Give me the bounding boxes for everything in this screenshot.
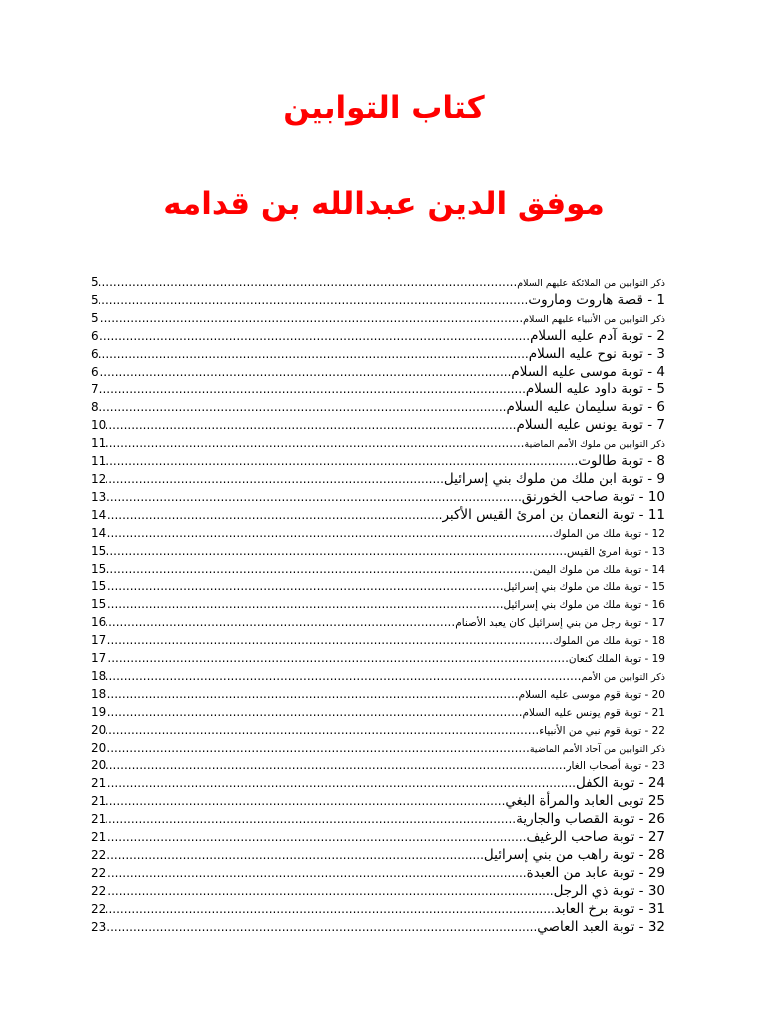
toc-entry[interactable]: [91, 507, 665, 525]
toc-leader-dots: [99, 274, 518, 292]
toc-leader-dots: [106, 686, 518, 704]
toc-entry-label: 28 - توبة راهب من بني إسرائيل: [483, 847, 665, 863]
author-name: موفق الدين عبدالله بن قدامه: [163, 186, 605, 222]
toc-page-number: 22: [91, 848, 107, 862]
toc-entry-label: 17 - توبة رجل من بني إسرائيل كان يعبد الأصنام: [455, 617, 665, 630]
toc-page-number: 6: [91, 328, 99, 343]
toc-entry-label: 10 - توبة صاحب الخورنق: [521, 488, 665, 505]
toc-entry-label: 21 - توبة قوم يونس عليه السلام: [522, 706, 665, 719]
toc-entry-label: 4 - توبة موسى عليه السلام: [511, 363, 665, 380]
toc-entry-label: 14 - توبة ملك من ملوك اليمن: [532, 563, 665, 576]
toc-page-number: 17: [91, 633, 107, 648]
toc-leader-dots: [106, 507, 442, 525]
toc-entry-label: 6 - توبة سليمان عليه السلام: [506, 399, 665, 416]
toc-entry-label: ذكر التوابين من الأنبياء عليهم السلام: [523, 313, 665, 325]
toc-leader-dots: [106, 793, 505, 811]
toc-page-number: 15: [91, 543, 107, 558]
toc-leader-dots: [106, 883, 553, 901]
toc-page-number: 22: [91, 901, 107, 916]
toc-entry-label: 26 - توبة القصاب والجارية: [516, 811, 665, 828]
toc-entry-label: 30 - توبة ذي الرجل: [553, 882, 665, 899]
toc-entry[interactable]: [91, 489, 665, 507]
toc-leader-dots: [106, 811, 516, 829]
toc-leader-dots: [106, 865, 526, 883]
toc-page-number: 23: [91, 919, 107, 934]
book-title: كتاب التوابين: [283, 90, 485, 126]
toc-page-number: 10: [91, 418, 107, 433]
toc-entry[interactable]: [91, 757, 665, 775]
toc-entry-label: 19 - توبة الملك كنعان: [568, 653, 665, 666]
toc-entry-label: 13 - توبة امرئ القيس: [567, 545, 665, 558]
toc-entry[interactable]: [91, 829, 665, 847]
toc-leader-dots: [106, 775, 576, 793]
toc-entry-label: 11 - توبة النعمان بن امرئ القيس الأكبر: [442, 506, 665, 523]
toc-leader-dots: [106, 829, 526, 847]
toc-entry[interactable]: [91, 901, 665, 919]
toc-entry[interactable]: [91, 847, 665, 865]
toc-entry[interactable]: [91, 740, 665, 758]
toc-entry-label: ذكر التوابين من الملائكة عليهم السلام: [517, 278, 665, 289]
toc-page-number: 22: [91, 883, 107, 898]
toc-leader-dots: [106, 578, 503, 596]
toc-leader-dots: [106, 632, 553, 650]
toc-entry-label: ذكر التوابين من الأمم: [581, 671, 665, 683]
toc-entry[interactable]: [91, 614, 665, 632]
toc-entry-label: 24 - توبة الكفل: [575, 775, 665, 792]
toc-page-number: 19: [91, 704, 107, 719]
toc-page-number: 20: [91, 740, 107, 755]
toc-page-number: 21: [91, 812, 107, 827]
toc-entry[interactable]: [91, 328, 665, 346]
toc-page-number: 22: [91, 865, 107, 880]
toc-page-number: 15: [91, 597, 107, 612]
toc-entry[interactable]: [91, 775, 665, 793]
toc-entry-label: 16 - توبة ملك من ملوك بني إسرائيل: [503, 599, 665, 612]
toc-page-number: 15: [91, 579, 107, 594]
toc-entry[interactable]: [91, 471, 665, 489]
toc-page-number: 21: [91, 794, 107, 809]
toc-entry-label: 12 - توبة ملك من الملوك: [552, 527, 665, 540]
toc-entry-label: 18 - توبة ملك من الملوك: [552, 635, 665, 648]
toc-page-number: 5: [91, 292, 99, 307]
toc-entry-label: 27 - توبة صاحب الرغيف: [526, 829, 665, 846]
toc-page-number: 16: [91, 615, 107, 630]
toc-leader-dots: [99, 292, 529, 310]
toc-entry-label: 29 - توبة عابد من العبدة: [526, 864, 665, 881]
toc-page-number: 7: [91, 382, 99, 397]
toc-leader-dots: [106, 471, 444, 489]
toc-entry[interactable]: [91, 292, 665, 310]
toc-leader-dots: [99, 381, 526, 399]
toc-entry[interactable]: [91, 310, 665, 328]
toc-entry-label: 32 - توبة العبد العاصي: [537, 918, 665, 935]
toc-leader-dots: [106, 847, 484, 865]
toc-page-number: 18: [91, 686, 107, 701]
toc-leader-dots: [99, 364, 512, 382]
toc-leader-dots: [106, 757, 566, 775]
toc-entry[interactable]: [91, 543, 665, 561]
toc-entry-label: 2 - توبة آدم عليه السلام: [530, 327, 665, 344]
toc-page-number: 6: [91, 346, 99, 361]
toc-leader-dots: [106, 435, 524, 453]
toc-entry[interactable]: [91, 865, 665, 883]
toc-page-number: 6: [91, 364, 99, 379]
toc-entry[interactable]: [91, 668, 665, 686]
toc-entry-label: 8 - توبة طالوت: [578, 453, 665, 470]
toc-leader-dots: [99, 310, 524, 328]
table-of-contents: [91, 274, 665, 937]
toc-page-number: 20: [91, 722, 107, 737]
toc-entry-label: 31 - توبة برخ العابد: [554, 900, 665, 917]
toc-entry-label: 15 - توبة ملك من ملوك بني إسرائيل: [503, 581, 665, 594]
toc-entry-label: 22 - توبة قوم نبي من الأنبياء: [539, 724, 665, 737]
toc-entry[interactable]: [91, 381, 665, 399]
toc-entry[interactable]: [91, 704, 665, 722]
toc-page-number: 8: [91, 400, 99, 415]
toc-page-number: 18: [91, 668, 107, 683]
toc-leader-dots: [106, 901, 555, 919]
toc-page-number: 5: [91, 275, 99, 289]
toc-entry-label: 23 - توبة أصحاب الغار: [566, 760, 665, 773]
toc-leader-dots: [106, 668, 581, 686]
toc-entry-label: 1 - قصة هاروت وماروت: [528, 291, 665, 308]
toc-page-number: 12: [91, 471, 107, 486]
toc-entry[interactable]: [91, 435, 665, 453]
toc-entry-label: 9 - توبة ابن ملك من ملوك بني إسرائيل: [443, 470, 665, 487]
toc-page-number: 15: [91, 561, 107, 576]
toc-entry[interactable]: [91, 399, 665, 417]
toc-entry[interactable]: [91, 883, 665, 901]
toc-entry-label: 3 - توبة نوح عليه السلام: [528, 345, 665, 362]
toc-entry[interactable]: [91, 364, 665, 382]
toc-page-number: 14: [91, 507, 107, 522]
toc-entry[interactable]: [91, 346, 665, 364]
toc-entry[interactable]: [91, 793, 665, 811]
toc-entry[interactable]: [91, 596, 665, 614]
toc-entry[interactable]: [91, 722, 665, 740]
toc-leader-dots: [106, 596, 503, 614]
toc-entry-label: 7 - توبة يونس عليه السلام: [516, 417, 665, 434]
toc-entry-label: 25 توبى العابد والمرأة البغي: [505, 793, 665, 810]
toc-entry[interactable]: [91, 561, 665, 579]
toc-leader-dots: [106, 722, 539, 740]
toc-entry[interactable]: [91, 274, 665, 292]
toc-entry-label: 20 - توبة قوم موسى عليه السلام: [518, 688, 665, 701]
toc-entry[interactable]: [91, 650, 665, 668]
toc-page-number: 13: [91, 489, 107, 504]
toc-entry[interactable]: [91, 453, 665, 471]
toc-page-number: 20: [91, 758, 107, 773]
toc-entry[interactable]: [91, 919, 665, 937]
toc-leader-dots: [106, 525, 553, 543]
toc-entry[interactable]: [91, 417, 665, 435]
toc-page-number: 11: [91, 454, 107, 469]
toc-leader-dots: [106, 919, 537, 937]
toc-page-number: 14: [91, 525, 107, 540]
toc-leader-dots: [106, 417, 516, 435]
toc-entry-label: ذكر التوابين من آحاد الأمم الماضية: [529, 743, 665, 755]
toc-page-number: 5: [91, 310, 99, 325]
toc-entry-label: ذكر التوابين من ملوك الأمم الماضية: [524, 439, 665, 451]
toc-page-number: 17: [91, 651, 107, 666]
toc-leader-dots: [106, 650, 569, 668]
toc-leader-dots: [99, 399, 507, 417]
toc-leader-dots: [106, 543, 567, 561]
toc-leader-dots: [106, 489, 522, 507]
toc-leader-dots: [106, 704, 522, 722]
toc-leader-dots: [106, 614, 455, 632]
toc-page-number: 11: [91, 436, 107, 451]
toc-entry[interactable]: [91, 686, 665, 704]
toc-leader-dots: [106, 740, 530, 758]
toc-page-number: 21: [91, 830, 107, 845]
toc-entry-label: 5 - توبة داود عليه السلام: [525, 381, 665, 398]
toc-leader-dots: [99, 346, 529, 364]
toc-entry[interactable]: [91, 525, 665, 543]
toc-leader-dots: [106, 453, 578, 471]
toc-page-number: 21: [91, 776, 107, 791]
toc-leader-dots: [99, 328, 530, 346]
toc-entry[interactable]: [91, 811, 665, 829]
toc-entry[interactable]: [91, 632, 665, 650]
toc-leader-dots: [106, 561, 533, 579]
toc-entry[interactable]: [91, 578, 665, 596]
